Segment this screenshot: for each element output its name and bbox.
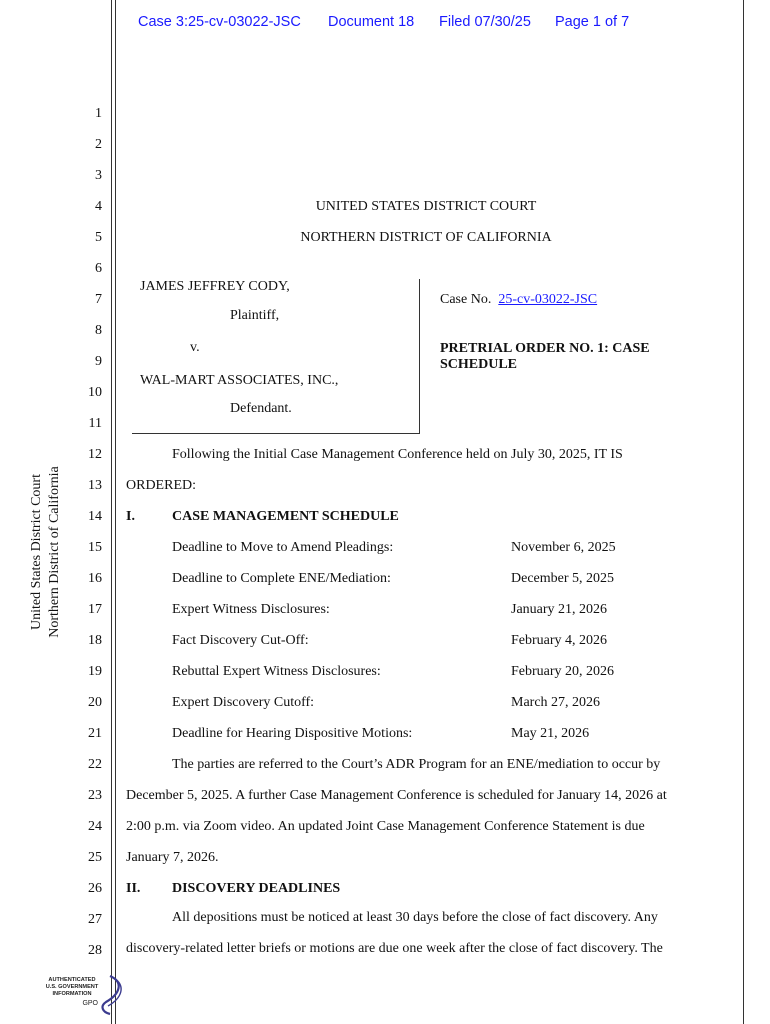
schedule-item-date: May 21, 2026 (511, 726, 590, 741)
versus: v. (190, 340, 200, 355)
line-number: 12 (88, 447, 102, 462)
gpo-mark: GPO (82, 1000, 98, 1007)
line-number: 28 (88, 943, 102, 958)
line-number: 13 (88, 478, 102, 493)
schedule-item-date: March 27, 2026 (511, 695, 601, 710)
line-number: 11 (88, 416, 102, 431)
line-number: 25 (88, 850, 102, 865)
line-number: 23 (88, 788, 102, 803)
caption-divider-vertical (419, 279, 420, 434)
line-number: 27 (88, 912, 102, 927)
side-label-line1: United States District Court (29, 474, 44, 630)
plaintiff-role: Plaintiff, (230, 308, 280, 323)
gpo-text-line3: INFORMATION (52, 991, 92, 997)
case-number-line (440, 292, 597, 308)
line-number: 16 (88, 571, 102, 586)
schedule-item-date: January 21, 2026 (511, 602, 608, 617)
gpo-text-line2: U.S. GOVERNMENT (45, 984, 99, 990)
ecf-header (0, 14, 770, 34)
paragraph-line: The parties are referred to the Court’s ADR Program for an ENE/mediation to occur by (172, 757, 661, 772)
order-title-line1: PRETRIAL ORDER NO. 1: CASE (440, 341, 650, 356)
gpo-authenticated-logo (44, 972, 130, 1016)
line-number: 20 (88, 695, 102, 710)
court-district: NORTHERN DISTRICT OF CALIFORNIA (300, 230, 552, 245)
schedule-item-label: Deadline to Move to Amend Pleadings: (172, 540, 394, 555)
header-page-count: Page 1 of 7 (555, 14, 630, 30)
line-number: 19 (88, 664, 102, 679)
left-margin-rule-outer (111, 0, 112, 1024)
schedule-item-date: February 20, 2026 (511, 664, 615, 679)
paragraph-line: discovery-related letter briefs or motions are due one week after the close of fact discovery. The (126, 941, 663, 956)
caption-divider-horizontal (132, 433, 420, 434)
left-margin-rule-inner (115, 0, 116, 1024)
line-number: 17 (88, 602, 102, 617)
plaintiff-name: JAMES JEFFREY CODY, (140, 279, 290, 294)
case-number-label: Case No. (440, 292, 492, 307)
line-number: 9 (95, 354, 102, 369)
line-number: 18 (88, 633, 102, 648)
schedule-item-label: Expert Discovery Cutoff: (172, 695, 315, 710)
paragraph-line: January 7, 2026. (126, 850, 219, 865)
schedule-item-label: Fact Discovery Cut-Off: (172, 633, 309, 648)
header-filed-date: Filed 07/30/25 (439, 14, 531, 30)
line-number: 24 (88, 819, 102, 834)
line-number: 15 (88, 540, 102, 555)
eagle-stroke-icon (108, 978, 121, 1006)
line-number: 21 (88, 726, 102, 741)
line-number: 5 (95, 230, 102, 245)
line-number: 8 (95, 323, 102, 338)
line-number: 6 (95, 261, 102, 276)
line-number: 2 (95, 137, 102, 152)
right-margin-rule (743, 0, 744, 1024)
line-number: 1 (95, 106, 102, 121)
case-number-link[interactable]: 25-cv-03022-JSC (498, 292, 598, 307)
line-number: 10 (88, 385, 102, 400)
schedule-item-label: Deadline to Complete ENE/Mediation: (172, 571, 391, 586)
line-number: 4 (95, 199, 102, 214)
header-case-number: Case 3:25-cv-03022-JSC (138, 14, 301, 30)
paragraph-line: All depositions must be noticed at least 30 days before the close of fact discovery. Any (172, 910, 658, 925)
section2-number: II. (126, 881, 141, 896)
header-document-number: Document 18 (328, 14, 415, 30)
line-number: 22 (88, 757, 102, 772)
side-label-line2: Northern District of California (47, 466, 62, 638)
paragraph-line: 2:00 p.m. via Zoom video. An updated Joint Case Management Conference Statement is due (126, 819, 645, 834)
intro-line1: Following the Initial Case Management Conference held on July 30, 2025, IT IS (172, 447, 623, 462)
section1-number: I. (126, 509, 135, 524)
schedule-item-date: December 5, 2025 (511, 571, 615, 586)
paragraph-line: December 5, 2025. A further Case Management Conference is scheduled for January 14, 2026 at (126, 788, 667, 803)
gpo-text-line1: AUTHENTICATED (48, 977, 96, 983)
schedule-item-label: Rebuttal Expert Witness Disclosures: (172, 664, 381, 679)
schedule-item-date: February 4, 2026 (511, 633, 608, 648)
line-number: 3 (95, 168, 102, 183)
defendant-role: Defendant. (230, 401, 292, 416)
line-number: 14 (88, 509, 102, 524)
intro-line2: ORDERED: (126, 478, 196, 493)
defendant-name: WAL-MART ASSOCIATES, INC., (140, 373, 339, 388)
court-name: UNITED STATES DISTRICT COURT (315, 199, 537, 214)
line-number: 26 (88, 881, 102, 896)
section1-title: CASE MANAGEMENT SCHEDULE (172, 509, 399, 524)
section2-title: DISCOVERY DEADLINES (172, 881, 341, 896)
line-number: 7 (95, 292, 102, 307)
schedule-item-label: Deadline for Hearing Dispositive Motions: (172, 726, 413, 741)
schedule-item-label: Expert Witness Disclosures: (172, 602, 330, 617)
schedule-item-date: November 6, 2025 (511, 540, 616, 555)
order-title-line2: SCHEDULE (440, 357, 518, 372)
eagle-wing-icon (103, 976, 119, 1014)
